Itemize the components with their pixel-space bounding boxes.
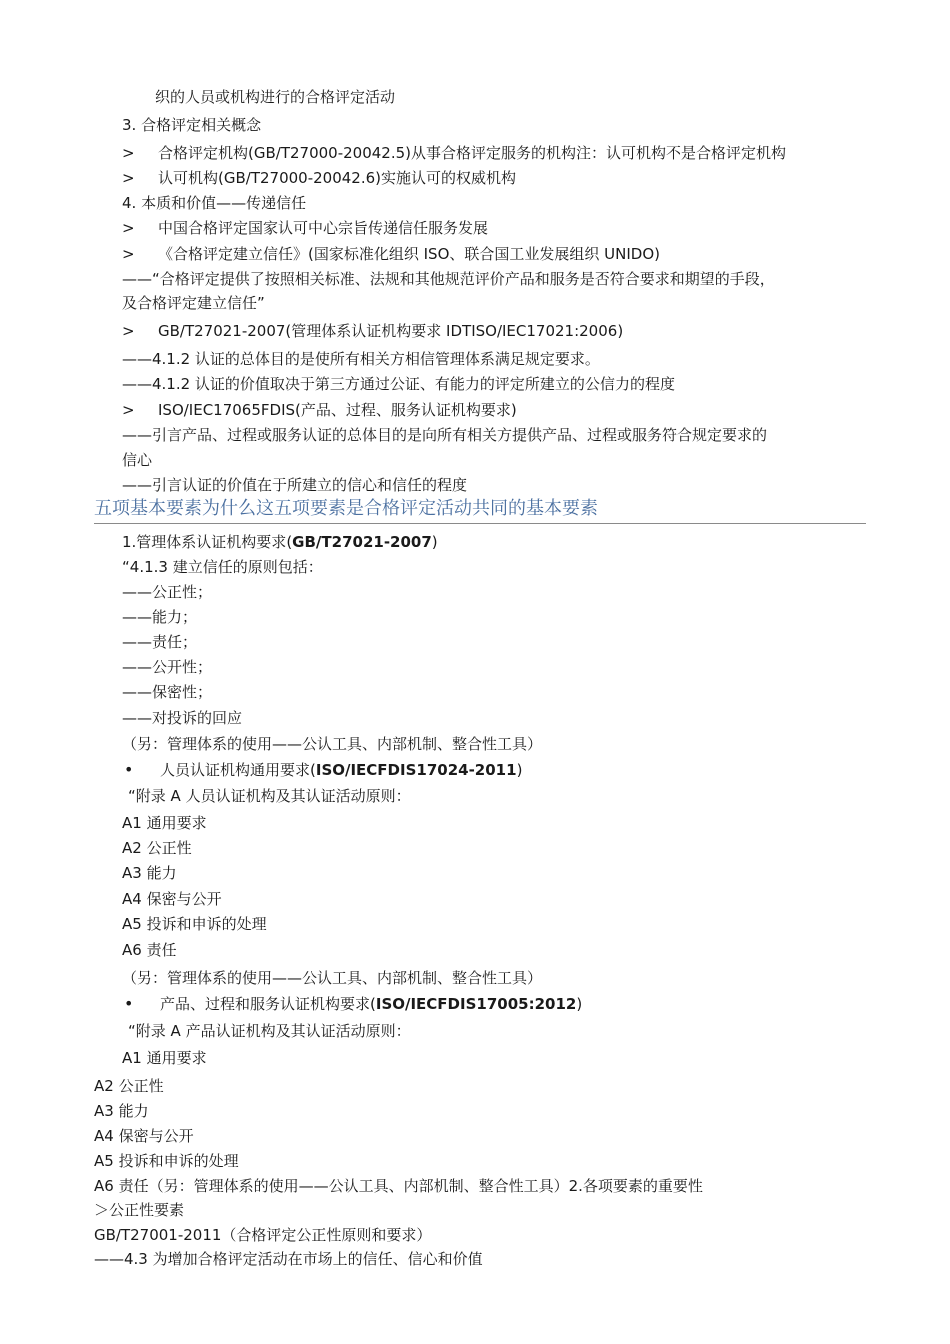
text-segment: ): [431, 533, 438, 551]
text-line: “附录 A 人员认证机构及其认证活动原则：: [128, 787, 411, 805]
bullet-item: [122, 759, 522, 781]
bullet-item: [122, 993, 582, 1015]
text-segment: 1.管理体系认证机构要求(: [122, 533, 293, 551]
principle-item: ——能力；: [122, 608, 198, 626]
annex-item: A2 公正性: [94, 1077, 164, 1095]
arrow-marker: >: [122, 245, 135, 263]
note-line: （另：管理体系的使用——公认工具、内部机制、整合性工具）: [122, 735, 543, 753]
list-item-text: 认可机构(GB/T27000-20042.6)实施认可的权威机构: [158, 169, 516, 187]
list-item-text: 《合格评定建立信任》(国家标准化组织 ISO、联合国工业发展组织 UNIDO): [158, 245, 660, 263]
section-title-4: 4. 本质和价值——传递信任: [122, 194, 307, 212]
text-line: ——4.1.2 认证的总体目的是使所有相关方相信管理体系满足规定要求。: [122, 350, 600, 368]
section-title-3: 3. 合格评定相关概念: [122, 116, 262, 134]
arrow-marker: >: [122, 169, 135, 187]
text-line: 织的人员或机构进行的合格评定活动: [155, 88, 396, 106]
standard-code: GB/T27021-2007: [292, 533, 432, 551]
note-line: （另：管理体系的使用——公认工具、内部机制、整合性工具）: [122, 969, 543, 987]
text-line: “附录 A 产品认证机构及其认证活动原则：: [128, 1022, 411, 1040]
annex-item: A1 通用要求: [122, 1049, 207, 1067]
bullet-icon: •: [124, 760, 134, 779]
arrow-marker: >: [122, 144, 135, 162]
annex-item: A5 投诉和申诉的处理: [122, 915, 267, 933]
bullet-icon: •: [124, 994, 134, 1013]
arrow-marker: >: [122, 401, 135, 419]
list-item: [122, 320, 623, 342]
annex-item: A2 公正性: [122, 839, 192, 857]
list-item-text: GB/T27021-2007(管理体系认证机构要求 IDTISO/IEC17021:2006): [158, 322, 624, 340]
list-item: [122, 142, 786, 164]
annex-item: A6 责任（另：管理体系的使用——公认工具、内部机制、整合性工具）2.各项要素的重要性: [94, 1177, 703, 1195]
section-heading: 五项基本要素为什么这五项要素是合格评定活动共同的基本要素: [94, 497, 866, 524]
text-line: ＞公正性要素: [94, 1201, 185, 1219]
list-item: [122, 399, 517, 421]
annex-item: A6 责任: [122, 941, 177, 959]
list-item-text: 合格评定机构(GB/T27000-20042.5)从事合格评定服务的机构注：认可机构不是合格评定机构: [158, 144, 786, 162]
principle-item: ——公开性；: [122, 658, 213, 676]
standard-code: ISO/IECFDIS17024-2011: [315, 761, 517, 779]
annex-item: A5 投诉和申诉的处理: [94, 1152, 239, 1170]
text-segment: 产品、过程和服务认证机构要求(: [160, 995, 376, 1013]
list-item: [122, 167, 516, 189]
text-line: ——引言认证的价值在于所建立的信心和信任的程度: [122, 476, 468, 494]
text-segment: ): [576, 995, 583, 1013]
annex-item: A4 保密与公开: [122, 890, 222, 908]
text-line: ——引言产品、过程或服务认证的总体目的是向所有相关方提供产品、过程或服务符合规定要求的: [122, 426, 768, 444]
text-segment: 人员认证机构通用要求(: [160, 761, 316, 779]
text-line: ——4.3 为增加合格评定活动在市场上的信任、信心和价值: [94, 1250, 483, 1268]
text-line: [122, 531, 438, 553]
text-line: 信心: [122, 451, 153, 469]
annex-item: A3 能力: [122, 864, 177, 882]
principle-item: ——保密性；: [122, 683, 213, 701]
list-item: [122, 243, 660, 265]
text-line: GB/T27001-2011（合格评定公正性原则和要求）: [94, 1226, 432, 1244]
list-item: [122, 217, 488, 239]
annex-item: A1 通用要求: [122, 814, 207, 832]
text-line: “4.1.3 建立信任的原则包括：: [122, 558, 323, 576]
text-segment: ): [516, 761, 523, 779]
annex-item: A4 保密与公开: [94, 1127, 194, 1145]
arrow-marker: >: [122, 219, 135, 237]
principle-item: ——公正性；: [122, 583, 213, 601]
standard-code: ISO/IECFDIS17005:2012: [375, 995, 577, 1013]
list-item-text: ISO/IEC17065FDIS(产品、过程、服务认证机构要求): [158, 401, 517, 419]
arrow-marker: >: [122, 322, 135, 340]
text-line: ——“合格评定提供了按照相关标准、法规和其他规范评价产品和服务是否符合要求和期望的手段，: [122, 270, 775, 288]
principle-item: ——对投诉的回应: [122, 709, 243, 727]
list-item-text: 中国合格评定国家认可中心宗旨传递信任服务发展: [158, 219, 489, 237]
text-line: ——4.1.2 认证的价值取决于第三方通过公证、有能力的评定所建立的公信力的程度: [122, 375, 675, 393]
text-line: 及合格评定建立信任”: [122, 294, 265, 312]
annex-item: A3 能力: [94, 1102, 149, 1120]
principle-item: ——责任；: [122, 633, 198, 651]
